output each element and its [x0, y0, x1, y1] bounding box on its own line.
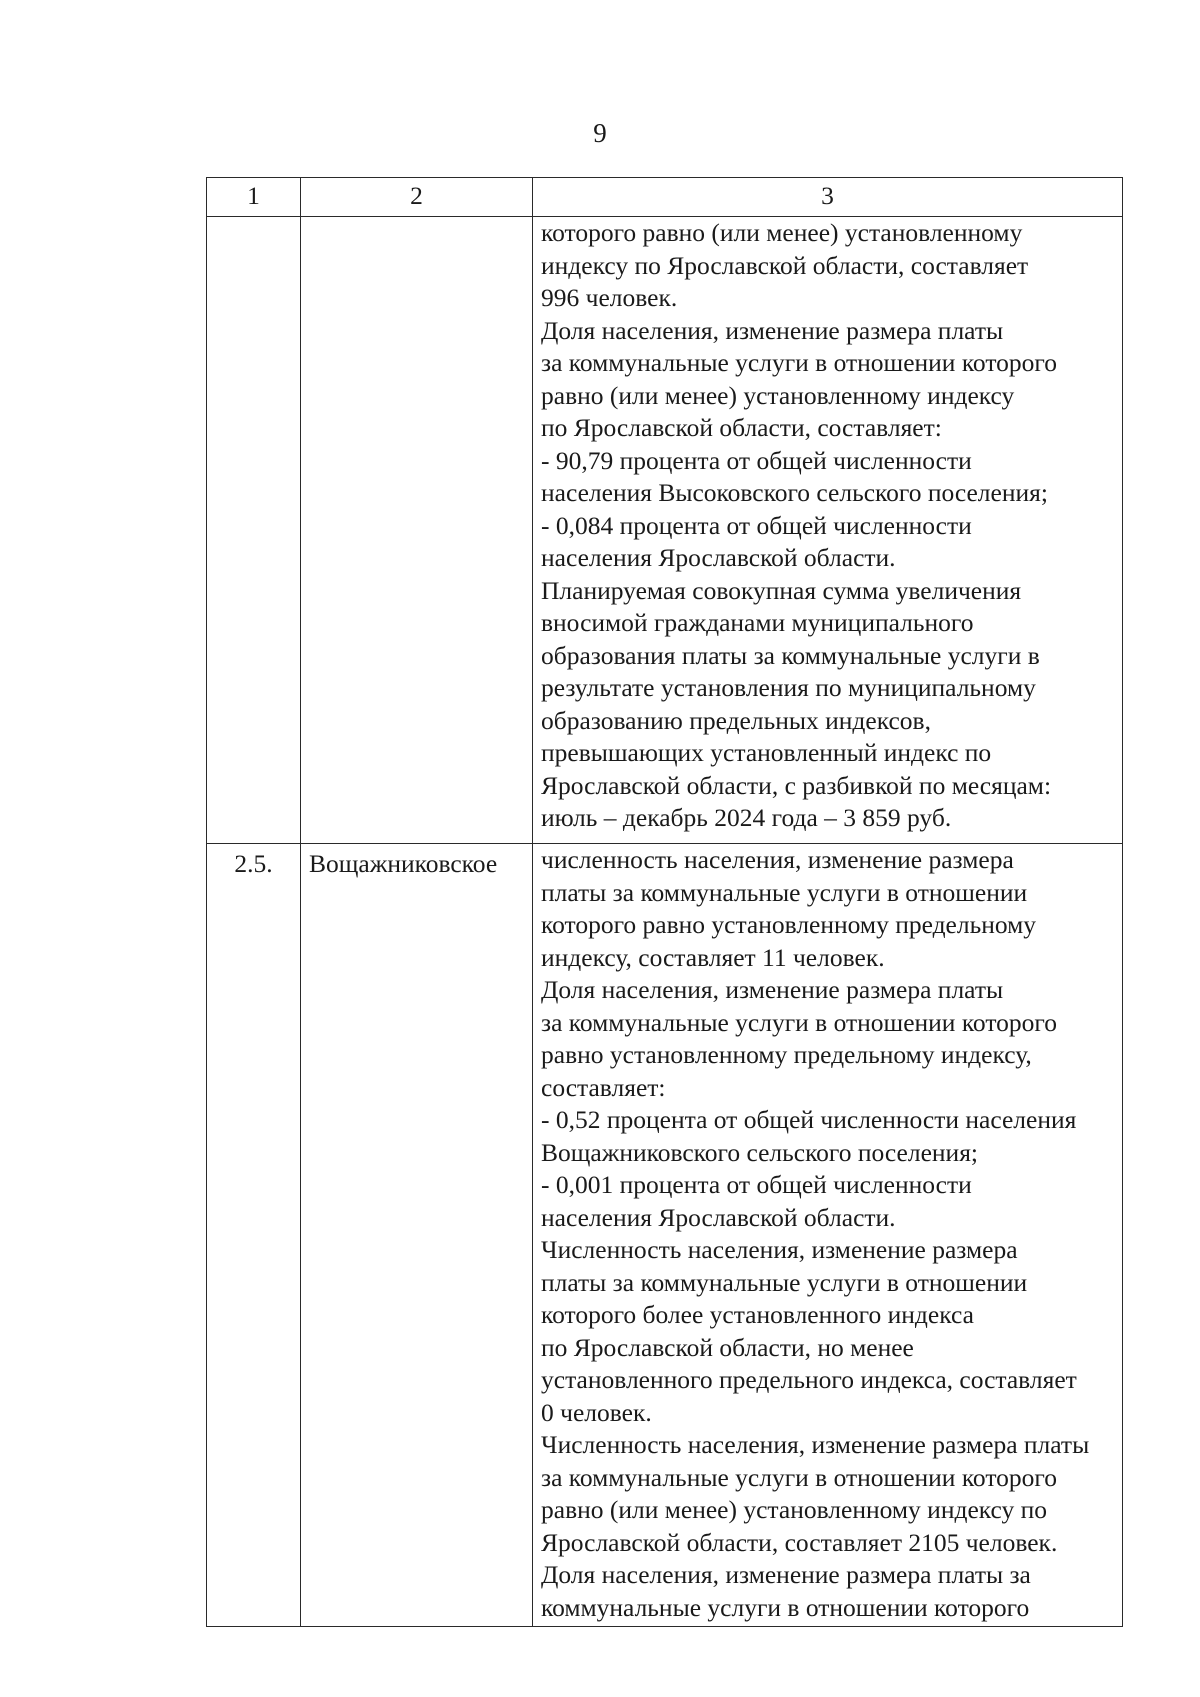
text-line: результате установления по муниципальному: [541, 673, 1036, 702]
description-cell: [533, 217, 1123, 844]
text-line: Доля населения, изменение размера платы за: [541, 1560, 1031, 1589]
text-line: - 0,52 процента от общей численности населения: [541, 1105, 1077, 1134]
text-line: по Ярославской области, составляет:: [541, 413, 942, 442]
text-line: 996 человек.: [541, 283, 678, 312]
text-line: равно установленному предельному индексу,: [541, 1040, 1032, 1069]
text-line: вносимой гражданами муниципального: [541, 608, 974, 637]
text-line: численность населения, изменение размера: [541, 845, 1014, 874]
text-line: Численность населения, изменение размера: [541, 1235, 1018, 1264]
text-line: платы за коммунальные услуги в отношении: [541, 877, 1028, 907]
text-line: Планируемая совокупная сумма увеличения: [541, 575, 1022, 605]
page-number: 9: [593, 118, 607, 148]
settlement-name-cell: Вощажниковское: [301, 844, 533, 1627]
text-line: образования платы за коммунальные услуги в: [541, 640, 1040, 670]
text-line: по Ярославской области, но менее: [541, 1332, 914, 1362]
text-line: образованию предельных индексов,: [541, 705, 931, 735]
text-line: которого равно установленному предельному: [541, 910, 1037, 939]
text-line: населения Ярославской области.: [541, 1202, 896, 1232]
text-line: Доля населения, изменение размера платы: [541, 315, 1004, 345]
text-line: населения Высоковского сельского поселения;: [541, 478, 1048, 507]
row-number-cell: [207, 217, 301, 844]
text-line: Численность населения, изменение размера платы: [541, 1430, 1090, 1459]
text-line: Доля населения, изменение размера платы: [541, 975, 1004, 1004]
text-line: составляет:: [541, 1072, 666, 1102]
text-line: - 0,001 процента от общей численности: [541, 1170, 972, 1199]
text-line: за коммунальные услуги в отношении которого: [541, 348, 1057, 377]
text-line: индексу по Ярославской области, составляет: [541, 250, 1029, 280]
text-line: коммунальные услуги в отношении которого: [541, 1592, 1030, 1622]
text-line: за коммунальные услуги в отношении которого: [541, 1462, 1057, 1492]
column-header-2: 2: [301, 178, 533, 217]
text-line: установленного предельного индекса, составляет: [541, 1365, 1077, 1394]
data-table: [206, 177, 1123, 1627]
text-line: равно (или менее) установленному индексу: [541, 380, 1015, 410]
text-line: 0 человек.: [541, 1397, 652, 1427]
text-line: индексу, составляет 11 человек.: [541, 942, 885, 972]
text-line: Вощажниковского сельского поселения;: [541, 1137, 979, 1167]
text-line: населения Ярославской области.: [541, 543, 896, 572]
text-line: Ярославской области, составляет 2105 человек.: [541, 1527, 1058, 1557]
text-line: за коммунальные услуги в отношении которого: [541, 1007, 1057, 1037]
text-line: которого более установленного индекса: [541, 1300, 974, 1329]
text-line: Ярославской области, с разбивкой по месяцам:: [541, 770, 1052, 800]
text-line: превышающих установленный индекс по: [541, 738, 992, 767]
text-line: равно (или менее) установленному индексу по: [541, 1495, 1048, 1524]
text-line: - 90,79 процента от общей численности: [541, 445, 972, 475]
description-cell: [533, 844, 1123, 1627]
table-row: [207, 217, 1123, 844]
table-header-row: [207, 178, 1123, 217]
text-line: платы за коммунальные услуги в отношении: [541, 1267, 1028, 1297]
column-header-3: 3: [533, 178, 1123, 217]
text-line: июль – декабрь 2024 года – 3 859 руб.: [541, 803, 952, 832]
text-line: - 0,084 процента от общей численности: [541, 510, 972, 540]
text-line: которого равно (или менее) установленному: [541, 218, 1023, 247]
column-header-1: 1: [207, 178, 301, 217]
row-number-cell: 2.5.: [207, 844, 301, 1627]
table-row: [207, 844, 1123, 1627]
settlement-name-cell: [301, 217, 533, 844]
